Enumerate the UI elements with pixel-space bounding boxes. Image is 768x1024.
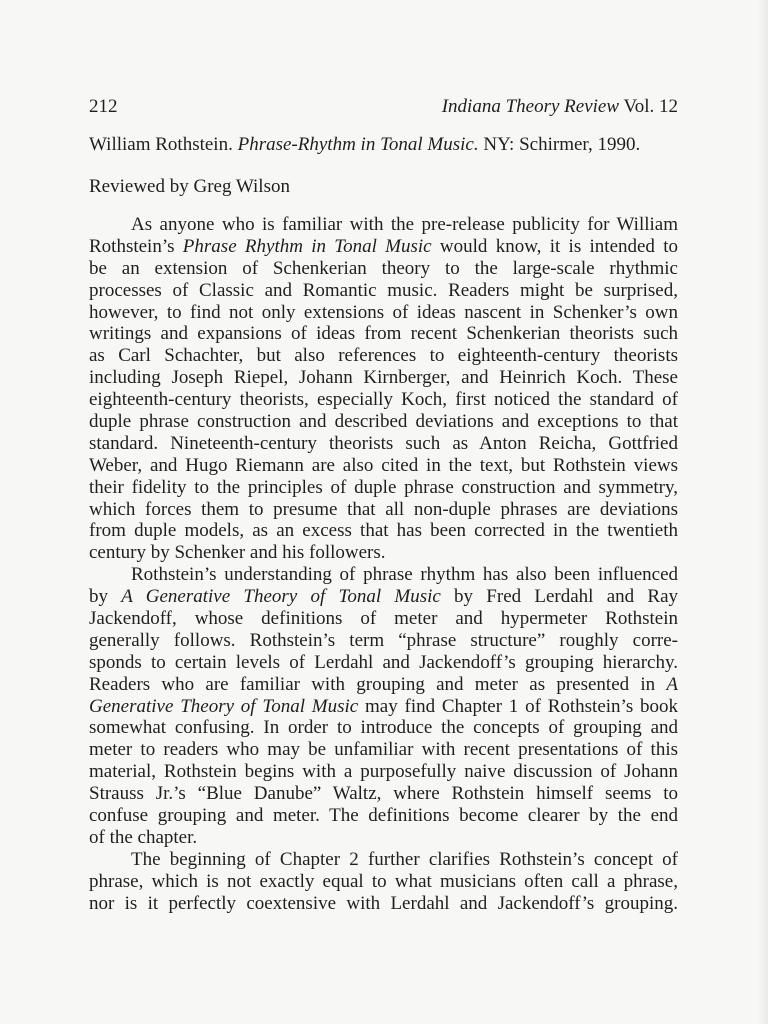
text-run: nor is it perfectly coextensive with Lerdahl and Jackendoff’s grouping. (89, 892, 678, 914)
text-run: by (89, 586, 122, 608)
text-line (89, 630, 678, 652)
italic-title: A Generative Theory of Tonal Music (121, 586, 441, 608)
text-line (89, 739, 678, 761)
text-run: their fidelity to the principles of duple phrase construction and symmetry, (89, 476, 678, 498)
text-run: of the chapter. (89, 826, 198, 848)
page-header (89, 94, 678, 120)
page-edge-shadow (758, 0, 768, 1024)
text-line (89, 608, 678, 630)
text-line (89, 871, 678, 893)
text-run: meter to readers who may be unfamiliar with recent presentations of this (89, 739, 678, 761)
text-line (89, 433, 678, 455)
text-line (89, 783, 678, 805)
text-line (89, 411, 678, 433)
text-run: however, to find not only extensions of ideas nascent in Schenker’s own (89, 301, 678, 323)
text-line (89, 893, 678, 915)
running-head (442, 94, 678, 120)
text-line (89, 674, 678, 696)
text-run: sponds to certain levels of Lerdahl and Jackendoff’s grouping hierarchy. (89, 651, 678, 673)
text-run: As anyone who is familiar with the pre-release publicity for William (131, 214, 678, 235)
text-line (89, 849, 678, 871)
review-body (89, 214, 678, 915)
text-run: Rothstein’s (89, 235, 183, 257)
text-run: which forces them to presume that all non-duple phrases are deviations (89, 498, 678, 520)
text-line (89, 717, 678, 739)
text-run: processes of Classic and Romantic music. Readers might be surprised, (89, 279, 678, 301)
book-citation (89, 132, 679, 158)
text-run: Rothstein’s understanding of phrase rhythm has also been influenced (131, 564, 678, 586)
text-run: standard. Nineteenth-century theorists such as Anton Reicha, Gottfried (89, 432, 678, 454)
text-run: confuse grouping and meter. The definitions become clearer by the end (89, 805, 678, 827)
text-run: writings and expansions of ideas from recent Schenkerian theorists such (89, 323, 678, 345)
text-run: duple phrase construction and described deviations and exceptions to that (89, 411, 678, 433)
text-run: Jackendoff, whose definitions of meter and hypermeter Rothstein (89, 608, 678, 630)
text-line (89, 258, 678, 280)
text-line (89, 564, 678, 586)
text-line (89, 214, 678, 236)
text-run: Weber, and Hugo Riemann are also cited in the text, but Rothstein views (89, 454, 678, 476)
text-line (89, 520, 678, 542)
text-line (89, 323, 678, 345)
reviewer-byline: Reviewed by Greg Wilson (89, 176, 290, 197)
text-line (89, 827, 678, 849)
text-run: material, Rothstein begins with a purposefully naive discussion of Johann (89, 761, 678, 783)
text-line (89, 367, 678, 389)
text-line (89, 586, 678, 608)
text-run: including Joseph Riepel, Johann Kirnberger, and Heinrich Koch. These (89, 367, 678, 389)
text-run: by Fred Lerdahl and Ray (440, 586, 678, 608)
text-line (89, 236, 678, 258)
text-line (89, 455, 678, 477)
text-line (89, 761, 678, 783)
text-run: somewhat confusing. In order to introduce the concepts of grouping and (89, 717, 678, 739)
citation-title: Phrase-Rhythm in Tonal Music. (237, 134, 479, 155)
text-run: phrase, which is not exactly equal to what musicians often call a phrase, (89, 870, 678, 892)
text-run: Readers who are familiar with grouping and meter as presented in (89, 673, 667, 695)
journal-volume: Vol. 12 (623, 96, 678, 117)
journal-title: Indiana Theory Review (441, 96, 620, 117)
text-run: would know, it is intended to (431, 235, 678, 257)
text-run: The beginning of Chapter 2 further clarifies Rothstein’s concept of (131, 848, 678, 870)
text-line (89, 805, 678, 827)
text-line (89, 280, 678, 302)
text-run: as Carl Schachter, but also references to eighteenth-century theorists (89, 345, 678, 367)
italic-title: A (666, 673, 678, 695)
text-line (89, 696, 678, 718)
text-run: Strauss Jr.’s “Blue Danube” Waltz, where Rothstein himself seems to (89, 783, 678, 805)
italic-title: Generative Theory of Tonal Music (89, 695, 359, 717)
text-run: be an extension of Schenkerian theory to the large-scale rhythmic (89, 257, 678, 279)
text-line (89, 302, 678, 324)
text-run: from duple models, as an excess that has been corrected in the twentieth (89, 520, 678, 542)
text-line (89, 542, 678, 564)
text-run: century by Schenker and his followers. (89, 542, 386, 564)
text-line (89, 389, 678, 411)
page-number: 212 (89, 96, 118, 117)
text-line (89, 499, 678, 521)
text-line (89, 652, 678, 674)
text-line (89, 345, 678, 367)
text-run: may find Chapter 1 of Rothstein’s book (358, 695, 679, 717)
text-line (89, 477, 678, 499)
citation-publisher: NY: Schirmer, 1990. (483, 134, 641, 155)
text-run: generally follows. Rothstein’s term “phrase structure” roughly corre- (89, 629, 678, 651)
text-run: eighteenth-century theorists, especially Koch, first noticed the standard of (89, 389, 678, 411)
citation-author: William Rothstein. (89, 134, 233, 155)
italic-title: Phrase Rhythm in Tonal Music (182, 235, 432, 257)
